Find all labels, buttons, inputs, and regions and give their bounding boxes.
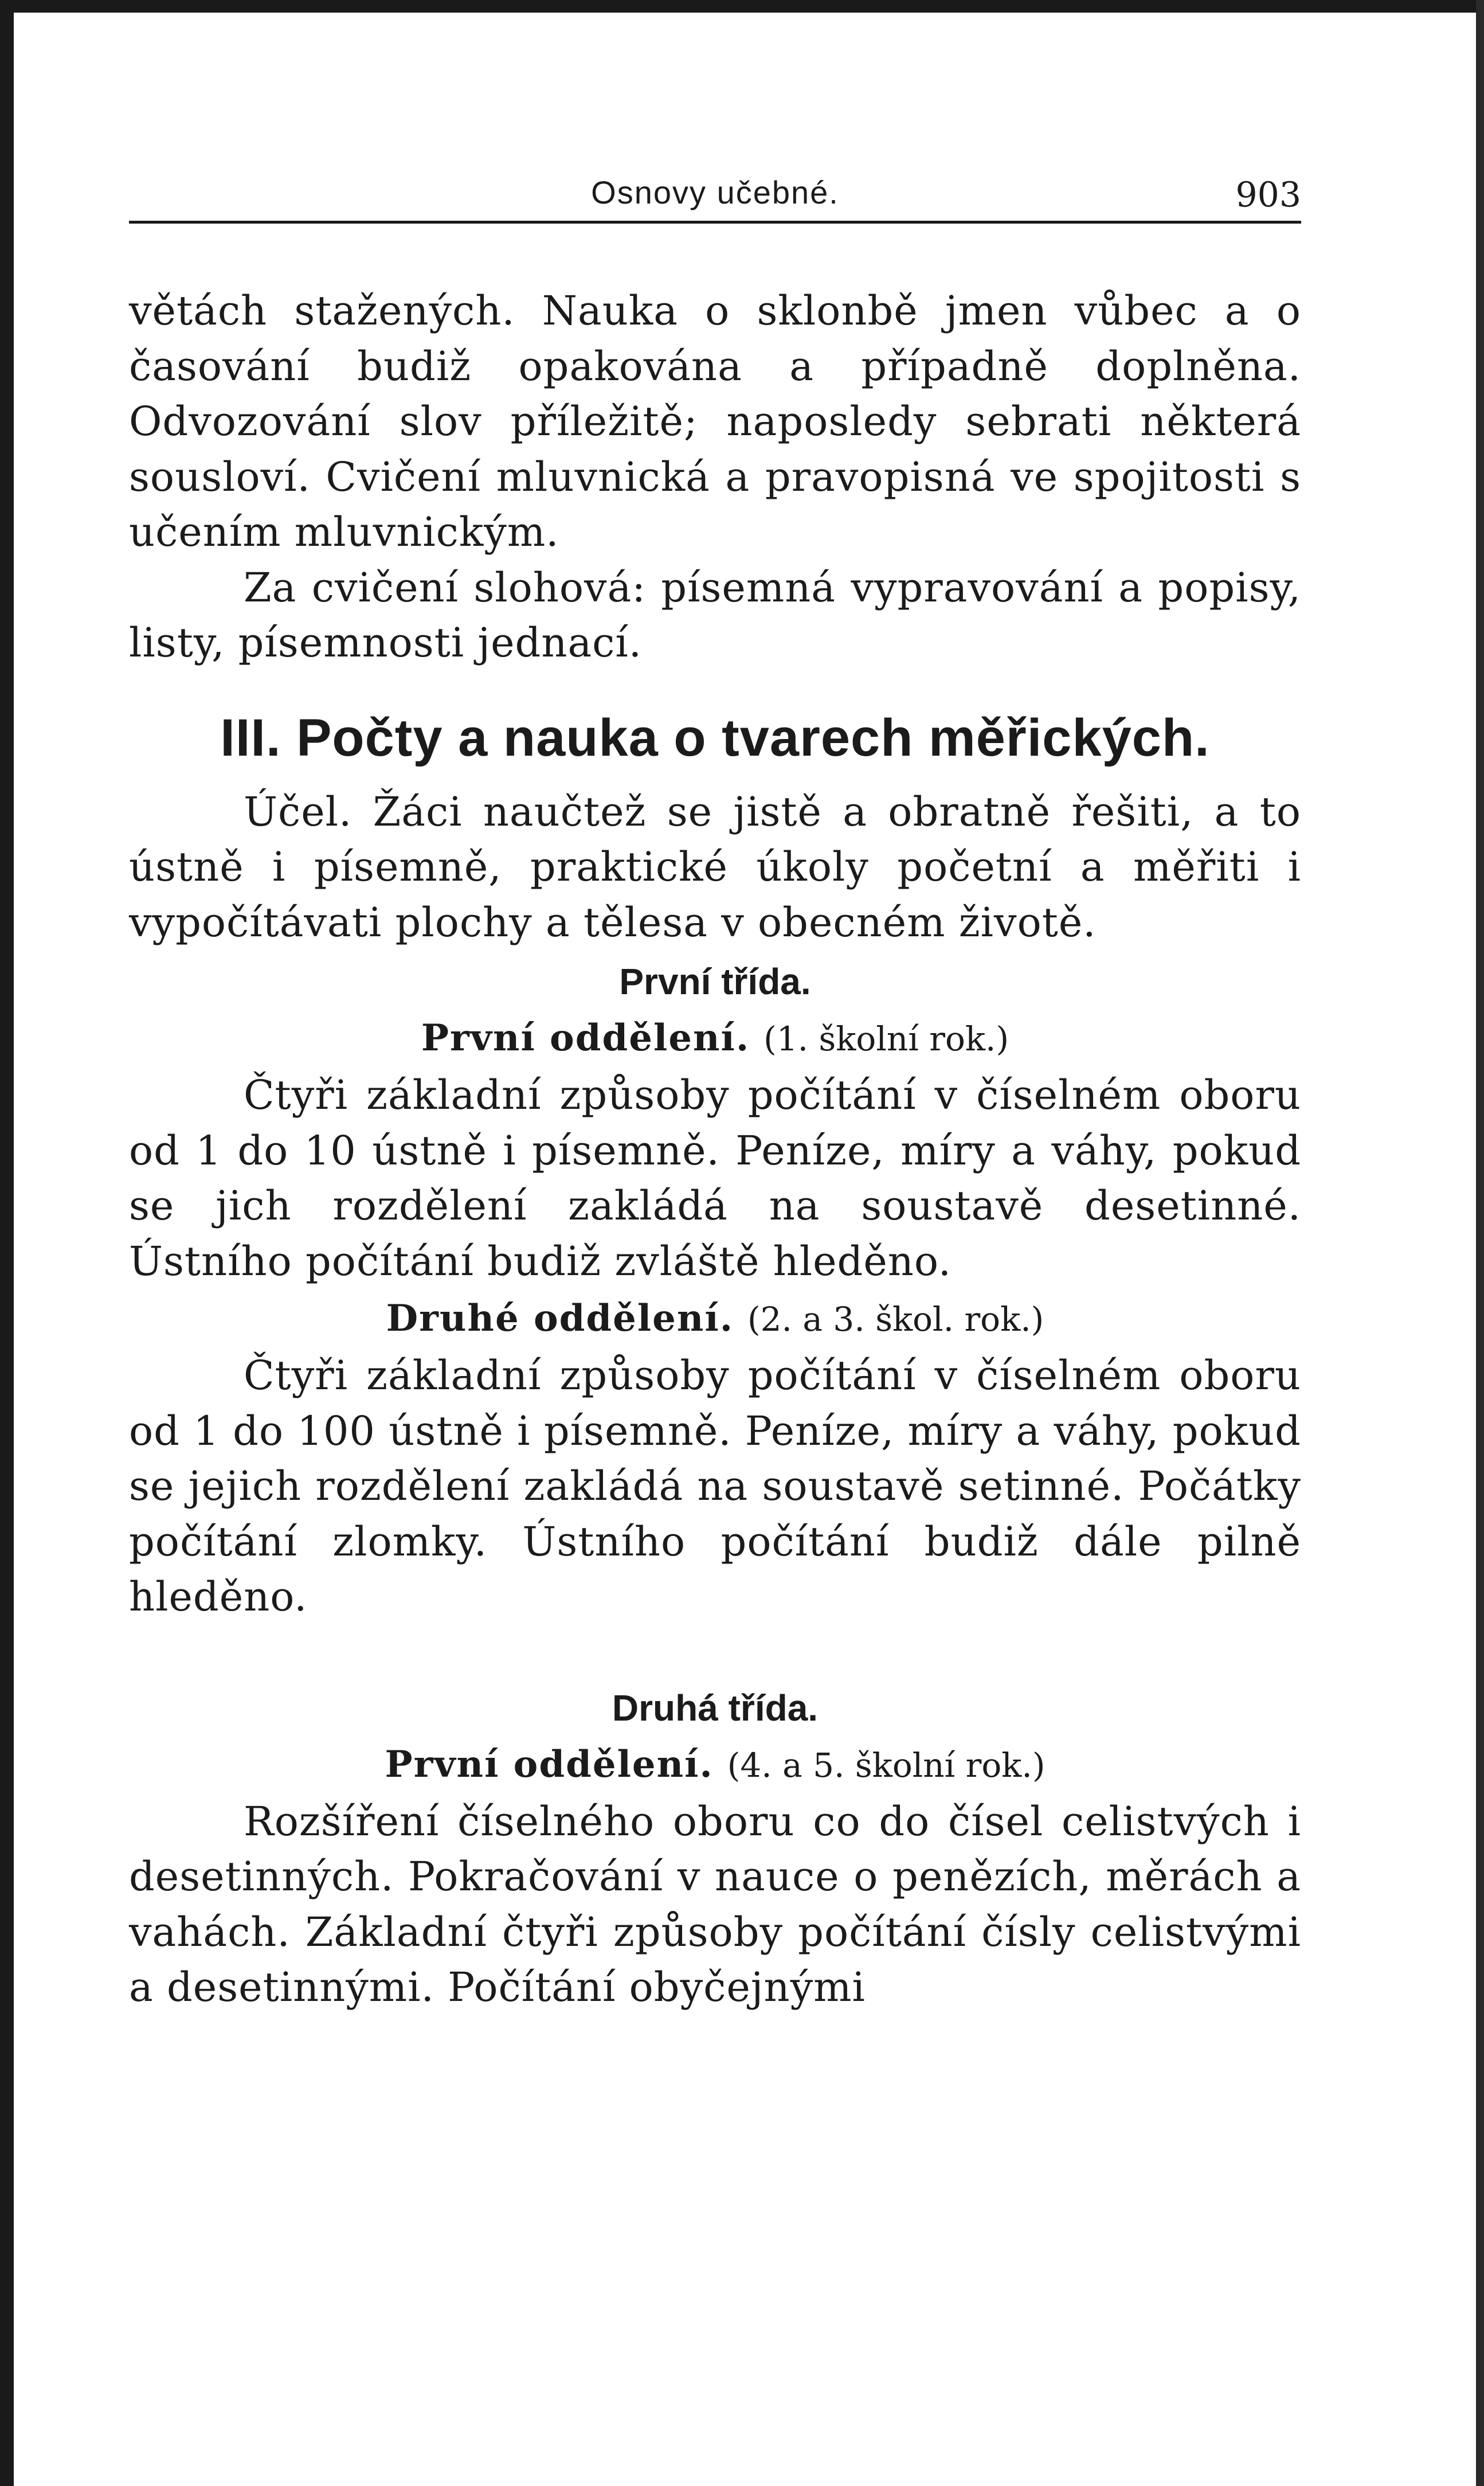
paragraph-first-class-division2: Čtyři základní způsoby počítání v číselném oboru od 1 do 100 ústně i písemně. Peníze, míry a váhy, pokud se jejich rozdělení zakládá na soustavě setinné. Počátky počítání zlomky. Ústního počítání budiž dále pilně hleděno.	[129, 1352, 1301, 1620]
first-class-division1-heading	[129, 1011, 1301, 1066]
book-page	[129, 158, 1301, 2015]
division-title: První oddělení.	[421, 1017, 750, 1060]
division-years: (2. a 3. škol. rok.)	[747, 1300, 1044, 1339]
paragraph-first-class-division1: Čtyři základní způsoby počítání v číselném oboru od 1 do 10 ústně i písemně. Peníze, míry a váhy, pokud se jich rozdělení zakládá na soustavě desetinné. Ústního počítání budiž zvláště hleděno.	[129, 1072, 1301, 1285]
first-class-division2-heading	[129, 1291, 1301, 1347]
division-title: Druhé oddělení.	[386, 1297, 734, 1340]
page-number: 903	[1235, 175, 1301, 215]
chapter-heading: III. Počty a nauka o tvarech měřických.	[220, 708, 1210, 767]
page-body	[129, 283, 1301, 2015]
paragraph-grammar: větách stažených. Nauka o sklonbě jmen vůbec a o časování budiž opakována a případně doplněna. Odvozování slov příležitě; naposledy sebrati některá sousloví. Cvičení mluvnická a pravopisná ve spojitosti s učením mluvnickým.	[129, 287, 1301, 556]
scan-top-edge	[0, 0, 1484, 13]
paragraph-second-class-division1: Rozšíření číselného oboru co do čísel celistvých i desetinných. Pokračování v nauce o penězích, měrách a vahách. Základní čtyři způsoby počítání čísly celistvými a desetinnými. Počítání obyčejnými	[129, 1797, 1301, 2011]
running-title: Osnovy učebné.	[591, 174, 839, 210]
paragraph-purpose: Účel. Žáci naučtež se jistě a obratně řešiti, a to ústně i písemně, praktické úkoly početní a měřiti i vypočítávati plochy a tělesa v obecném životě.	[129, 788, 1301, 946]
page-header	[129, 158, 1301, 224]
scan-right-edge	[1476, 0, 1484, 2486]
second-class-division1-heading	[129, 1737, 1301, 1793]
division-title: První oddělení.	[385, 1742, 714, 1786]
second-class-heading: Druhá třída.	[612, 1687, 819, 1729]
division-years: (4. a 5. školní rok.)	[727, 1745, 1046, 1785]
first-class-heading: První třída.	[619, 961, 811, 1002]
paragraph-composition: Za cvičení slohová: písemná vypravování a popisy, listy, písemnosti jednací.	[129, 564, 1301, 666]
division-years: (1. školní rok.)	[763, 1019, 1009, 1058]
scan-left-edge	[0, 0, 14, 2486]
